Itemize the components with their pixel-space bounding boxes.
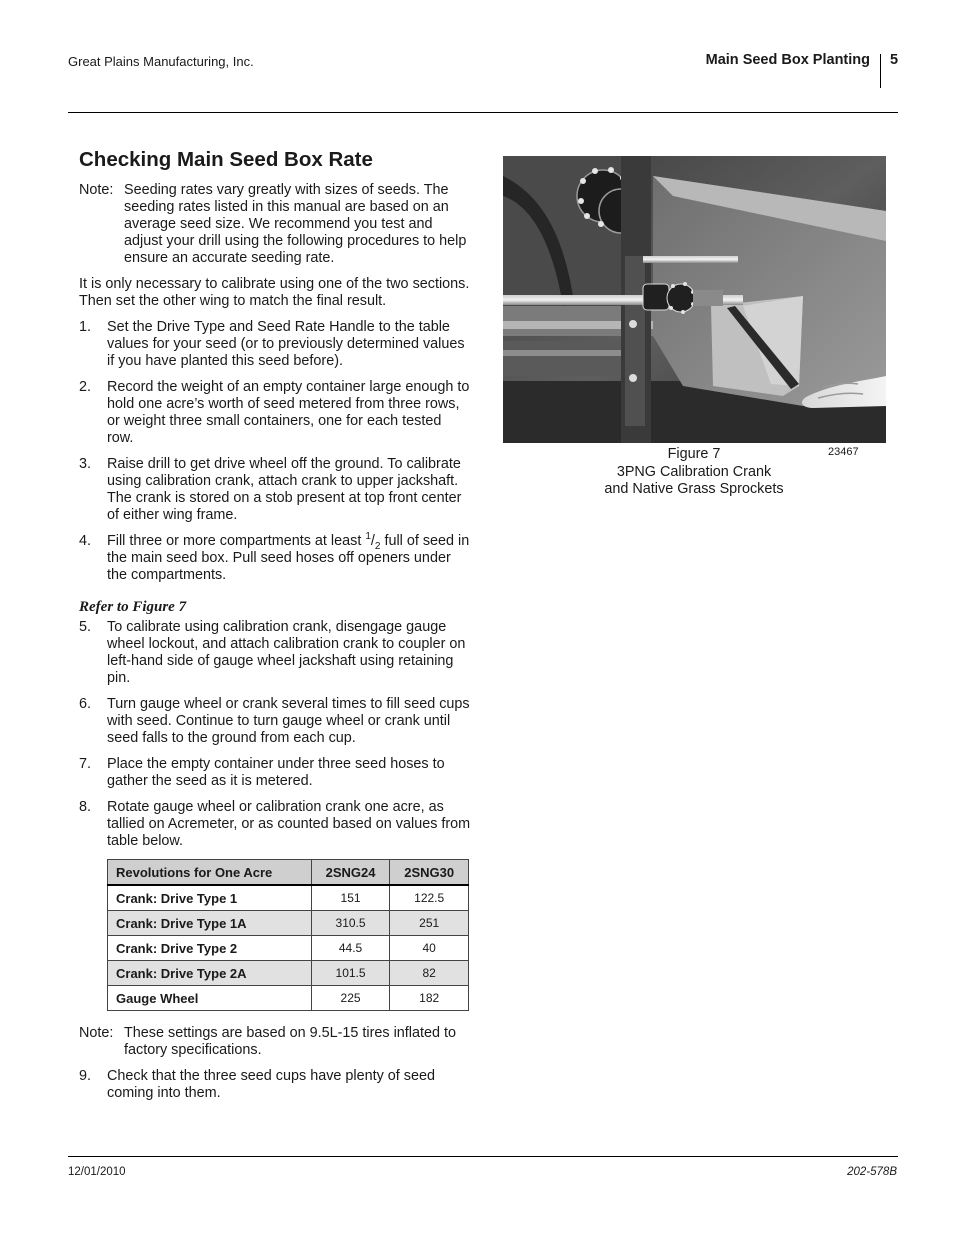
table-row [108, 961, 469, 986]
step-number: 2. [79, 379, 92, 395]
table-cell: 225 [311, 986, 390, 1011]
step-text: To calibrate using calibration crank, disengage gauge wheel lockout, and attach calibration crank to coupler on left-hand side of gauge wheel jackshaft using retaining pin. [107, 619, 466, 686]
table-header-cell: 2SNG30 [390, 860, 469, 886]
step-text: Fill three or more compartments at least $^1/_2$ full of seed in the main seed box. Pull seed hoses off openers under the compartments. [107, 531, 470, 583]
step-number: 6. [79, 696, 92, 712]
page-title: Checking Main Seed Box Rate [79, 148, 373, 171]
step-number: 8. [79, 799, 92, 815]
table-header-row [108, 860, 469, 886]
step-7 [79, 756, 471, 790]
table-cell: 82 [390, 961, 469, 986]
figure-reference: Refer to Figure 7 [79, 599, 187, 615]
header-rule [68, 112, 898, 113]
note-text: These settings are based on 9.5L-15 tires inflated to factory specifications. [124, 1025, 456, 1058]
step-text: Check that the three seed cups have plenty of seed coming into them. [107, 1068, 435, 1101]
step-text-start: Fill three or more compartments at least [107, 533, 366, 549]
step-4 [79, 533, 471, 584]
table-row [108, 936, 469, 961]
table-row [108, 911, 469, 936]
table-row-label: Crank: Drive Type 1A [108, 911, 312, 936]
fraction-numerator: 1 [365, 531, 371, 543]
table-row-label: Crank: Drive Type 1 [108, 885, 312, 911]
table-cell: 44.5 [311, 936, 390, 961]
fraction-denominator: 2 [374, 540, 381, 552]
step-3 [79, 456, 471, 524]
calibration-crank-photo [503, 156, 886, 443]
step-text: Raise drill to get drive wheel off the ground. To calibrate using calibration crank, attach crank to upper jackshaft. The crank is stored on a stob present at top front center of either wing frame. [107, 456, 462, 523]
table-row [108, 986, 469, 1011]
header-section-title: Main Seed Box Planting [705, 52, 870, 68]
step-5 [79, 619, 471, 687]
table-row [108, 885, 469, 911]
table-header-cell: 2SNG24 [311, 860, 390, 886]
footer-rule [68, 1156, 898, 1157]
note-tires [79, 1025, 471, 1059]
table-cell: 310.5 [311, 911, 390, 936]
step-text: Rotate gauge wheel or calibration crank one acre, as tallied on Acremeter, or as counted based on values from table below. [107, 799, 471, 849]
page-number: 5 [890, 52, 899, 68]
step-number: 3. [79, 456, 92, 472]
table-row-label: Gauge Wheel [108, 986, 312, 1011]
step-number: 9. [79, 1068, 92, 1084]
table-cell: 40 [390, 936, 469, 961]
figure-caption-line: Figure 7 [667, 446, 721, 462]
step-9 [79, 1068, 471, 1102]
step-text: Set the Drive Type and Seed Rate Handle to the table values for your seed (or to previously determined values if you have planted this seed before). [107, 319, 465, 369]
table-cell: 101.5 [311, 961, 390, 986]
note-seeding-rates [79, 182, 471, 267]
note-text: Seeding rates vary greatly with sizes of seeds. The seeding rates listed in this manual are based on an average seed size. We recommend you test and adjust your drill using the following procedures to help ensure an accurate seeding rate. [124, 182, 467, 266]
note-label: Note: [79, 1025, 114, 1041]
step-text: Turn gauge wheel or crank several times to fill seed cups with seed. Continue to turn gauge wheel or crank until seed falls to the ground from each cup. [107, 696, 470, 746]
step-number: 5. [79, 619, 92, 635]
figure-caption-line: 3PNG Calibration Crank [616, 463, 772, 480]
figure-caption [540, 446, 848, 499]
step-1 [79, 319, 471, 370]
main-column [79, 148, 471, 1111]
intro-paragraph: It is only necessary to calibrate using one of the two sections. Then set the other wing to match the final result. [79, 276, 470, 309]
table-cell: 151 [311, 885, 390, 911]
table-cell: 122.5 [390, 885, 469, 911]
step-text: Place the empty container under three seed hoses to gather the seed as it is metered. [107, 756, 445, 789]
header-divider [880, 54, 881, 88]
step-number: 4. [79, 533, 92, 549]
step-2 [79, 379, 471, 447]
step-6 [79, 696, 471, 747]
footer-doc-number: 202-578B [847, 1166, 897, 1178]
step-number: 1. [79, 319, 92, 335]
table-header-cell: Revolutions for One Acre [108, 860, 312, 886]
footer-date: 12/01/2010 [68, 1166, 126, 1178]
revolutions-table [107, 859, 469, 1011]
header-company: Great Plains Manufacturing, Inc. [68, 54, 254, 69]
table-row-label: Crank: Drive Type 2 [108, 936, 312, 961]
step-number: 7. [79, 756, 92, 772]
step-text: Record the weight of an empty container large enough to hold one acre’s worth of seed metered from three rows, or weight three small containers, one for each tested row. [107, 379, 470, 446]
figure-caption-line: and Native Grass Sprockets [604, 481, 784, 497]
figure-id: 23467 [828, 446, 859, 458]
step-text-end: full of seed in the main seed box. Pull seed hoses off openers under the compartments. [107, 533, 470, 583]
step-8 [79, 799, 471, 850]
table-cell: 182 [390, 986, 469, 1011]
table-cell: 251 [390, 911, 469, 936]
note-label: Note: [79, 182, 114, 198]
table-row-label: Crank: Drive Type 2A [108, 961, 312, 986]
